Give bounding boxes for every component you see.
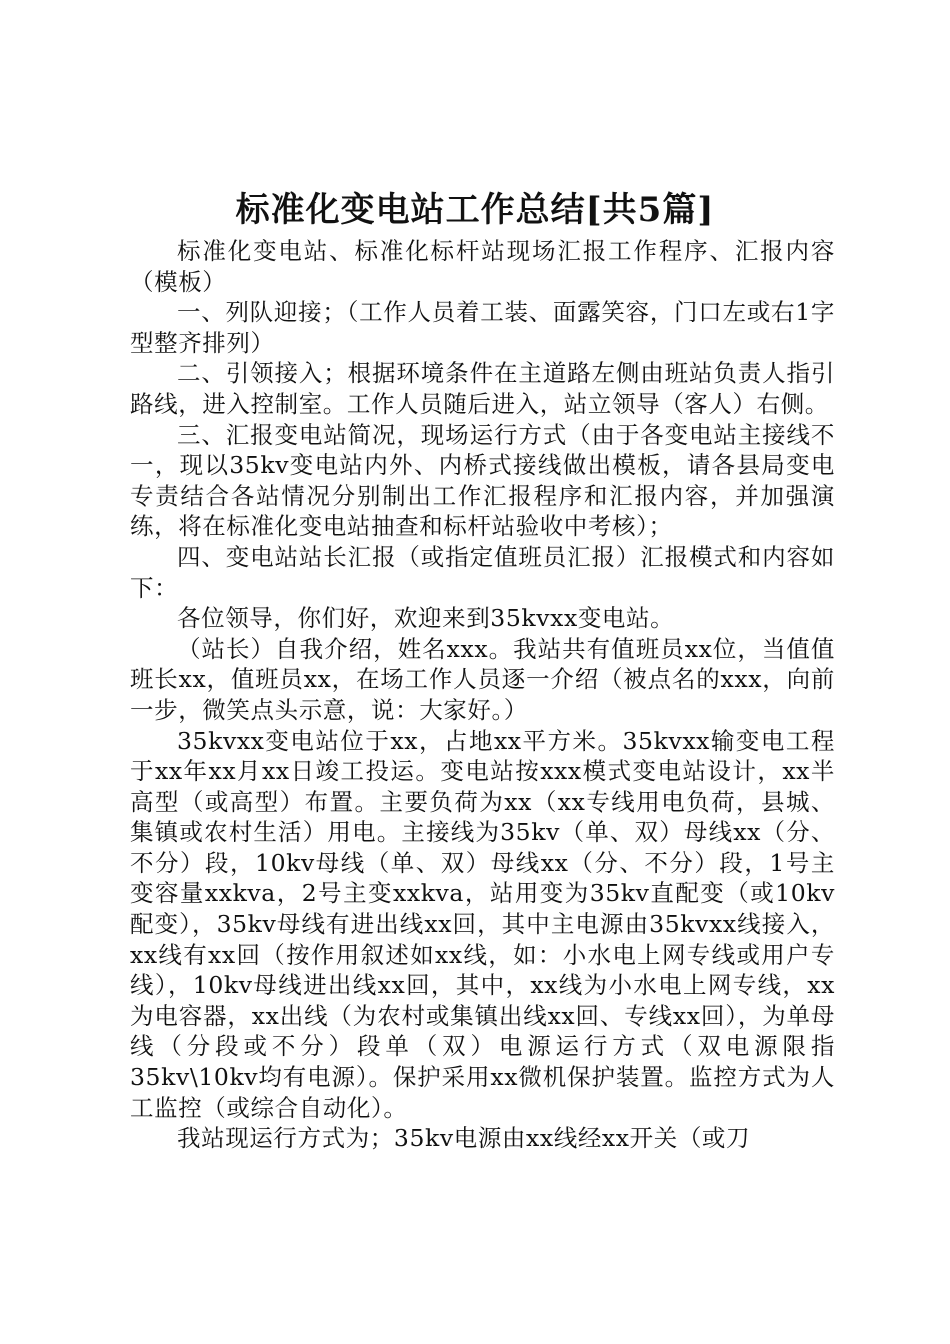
- paragraph: 二、引领接入；根据环境条件在主道路左侧由班站负责人指引路线，进入控制室。工作人员随后进入，站立领导（客人）右侧。: [130, 359, 835, 418]
- paragraph: 一、列队迎接；（工作人员着工装、面露笑容，门口左或右1字型整齐排列）: [130, 298, 835, 357]
- paragraph: 35kvxx变电站位于xx，占地xx平方米。35kvxx输变电工程于xx年xx月xx日竣工投运。变电站按xxx模式变电站设计，xx半高型（或高型）布置。主要负荷为xx（xx专线用电负荷，县城、集镇或农村生活）用电。主接线为35kv（单、双）母线xx（分、不分）段，10kv母线（单、双）母线xx（分、不分）段，1号主变容量xxkva，2号主变xxkva，站用变为35kv直配变（或10kv配变），35kv母线有进出线xx回，其中主电源由35kvxx线接入，xx线有xx回（按作用叙述如xx线，如：小水电上网专线或用户专线），10kv母线进出线xx回，其中，xx线为小水电上网专线，xx为电容器，xx出线（为农村或集镇出线xx回、专线xx回），为单母线（分段或不分）段单（双）电源运行方式（双电源限指35kv\10kv均有电源）。保护采用xx微机保护装置。监控方式为人工监控（或综合自动化）。: [130, 726, 835, 1122]
- document-title: 标准化变电站工作总结[共5篇]: [235, 190, 715, 230]
- paragraph: 四、变电站站长汇报（或指定值班员汇报）汇报模式和内容如下：: [130, 542, 835, 602]
- paragraph: （站长）自我介绍，姓名xxx。我站共有值班员xx位，当值值班长xx，值班员xx，在场工作人员逐一介绍（被点名的xxx，向前一步，微笑点头示意，说：大家好。）: [130, 634, 835, 724]
- paragraph: 各位领导，你们好，欢迎来到35kvxx变电站。: [177, 604, 675, 633]
- paragraph: 标准化变电站、标准化标杆站现场汇报工作程序、汇报内容（模板）: [130, 237, 835, 296]
- paragraph: 我站现运行方式为；35kv电源由xx线经xx开关（或刀: [177, 1124, 751, 1153]
- paragraph: 三、汇报变电站简况，现场运行方式（由于各变电站主接线不一，现以35kv变电站内外、内桥式接线做出模板，请各县局变电专责结合各站情况分别制出工作汇报程序和汇报内容，并加强演练，将在标准化变电站抽查和标杆站验收中考核）；: [130, 420, 835, 541]
- document-body: [130, 236, 835, 1154]
